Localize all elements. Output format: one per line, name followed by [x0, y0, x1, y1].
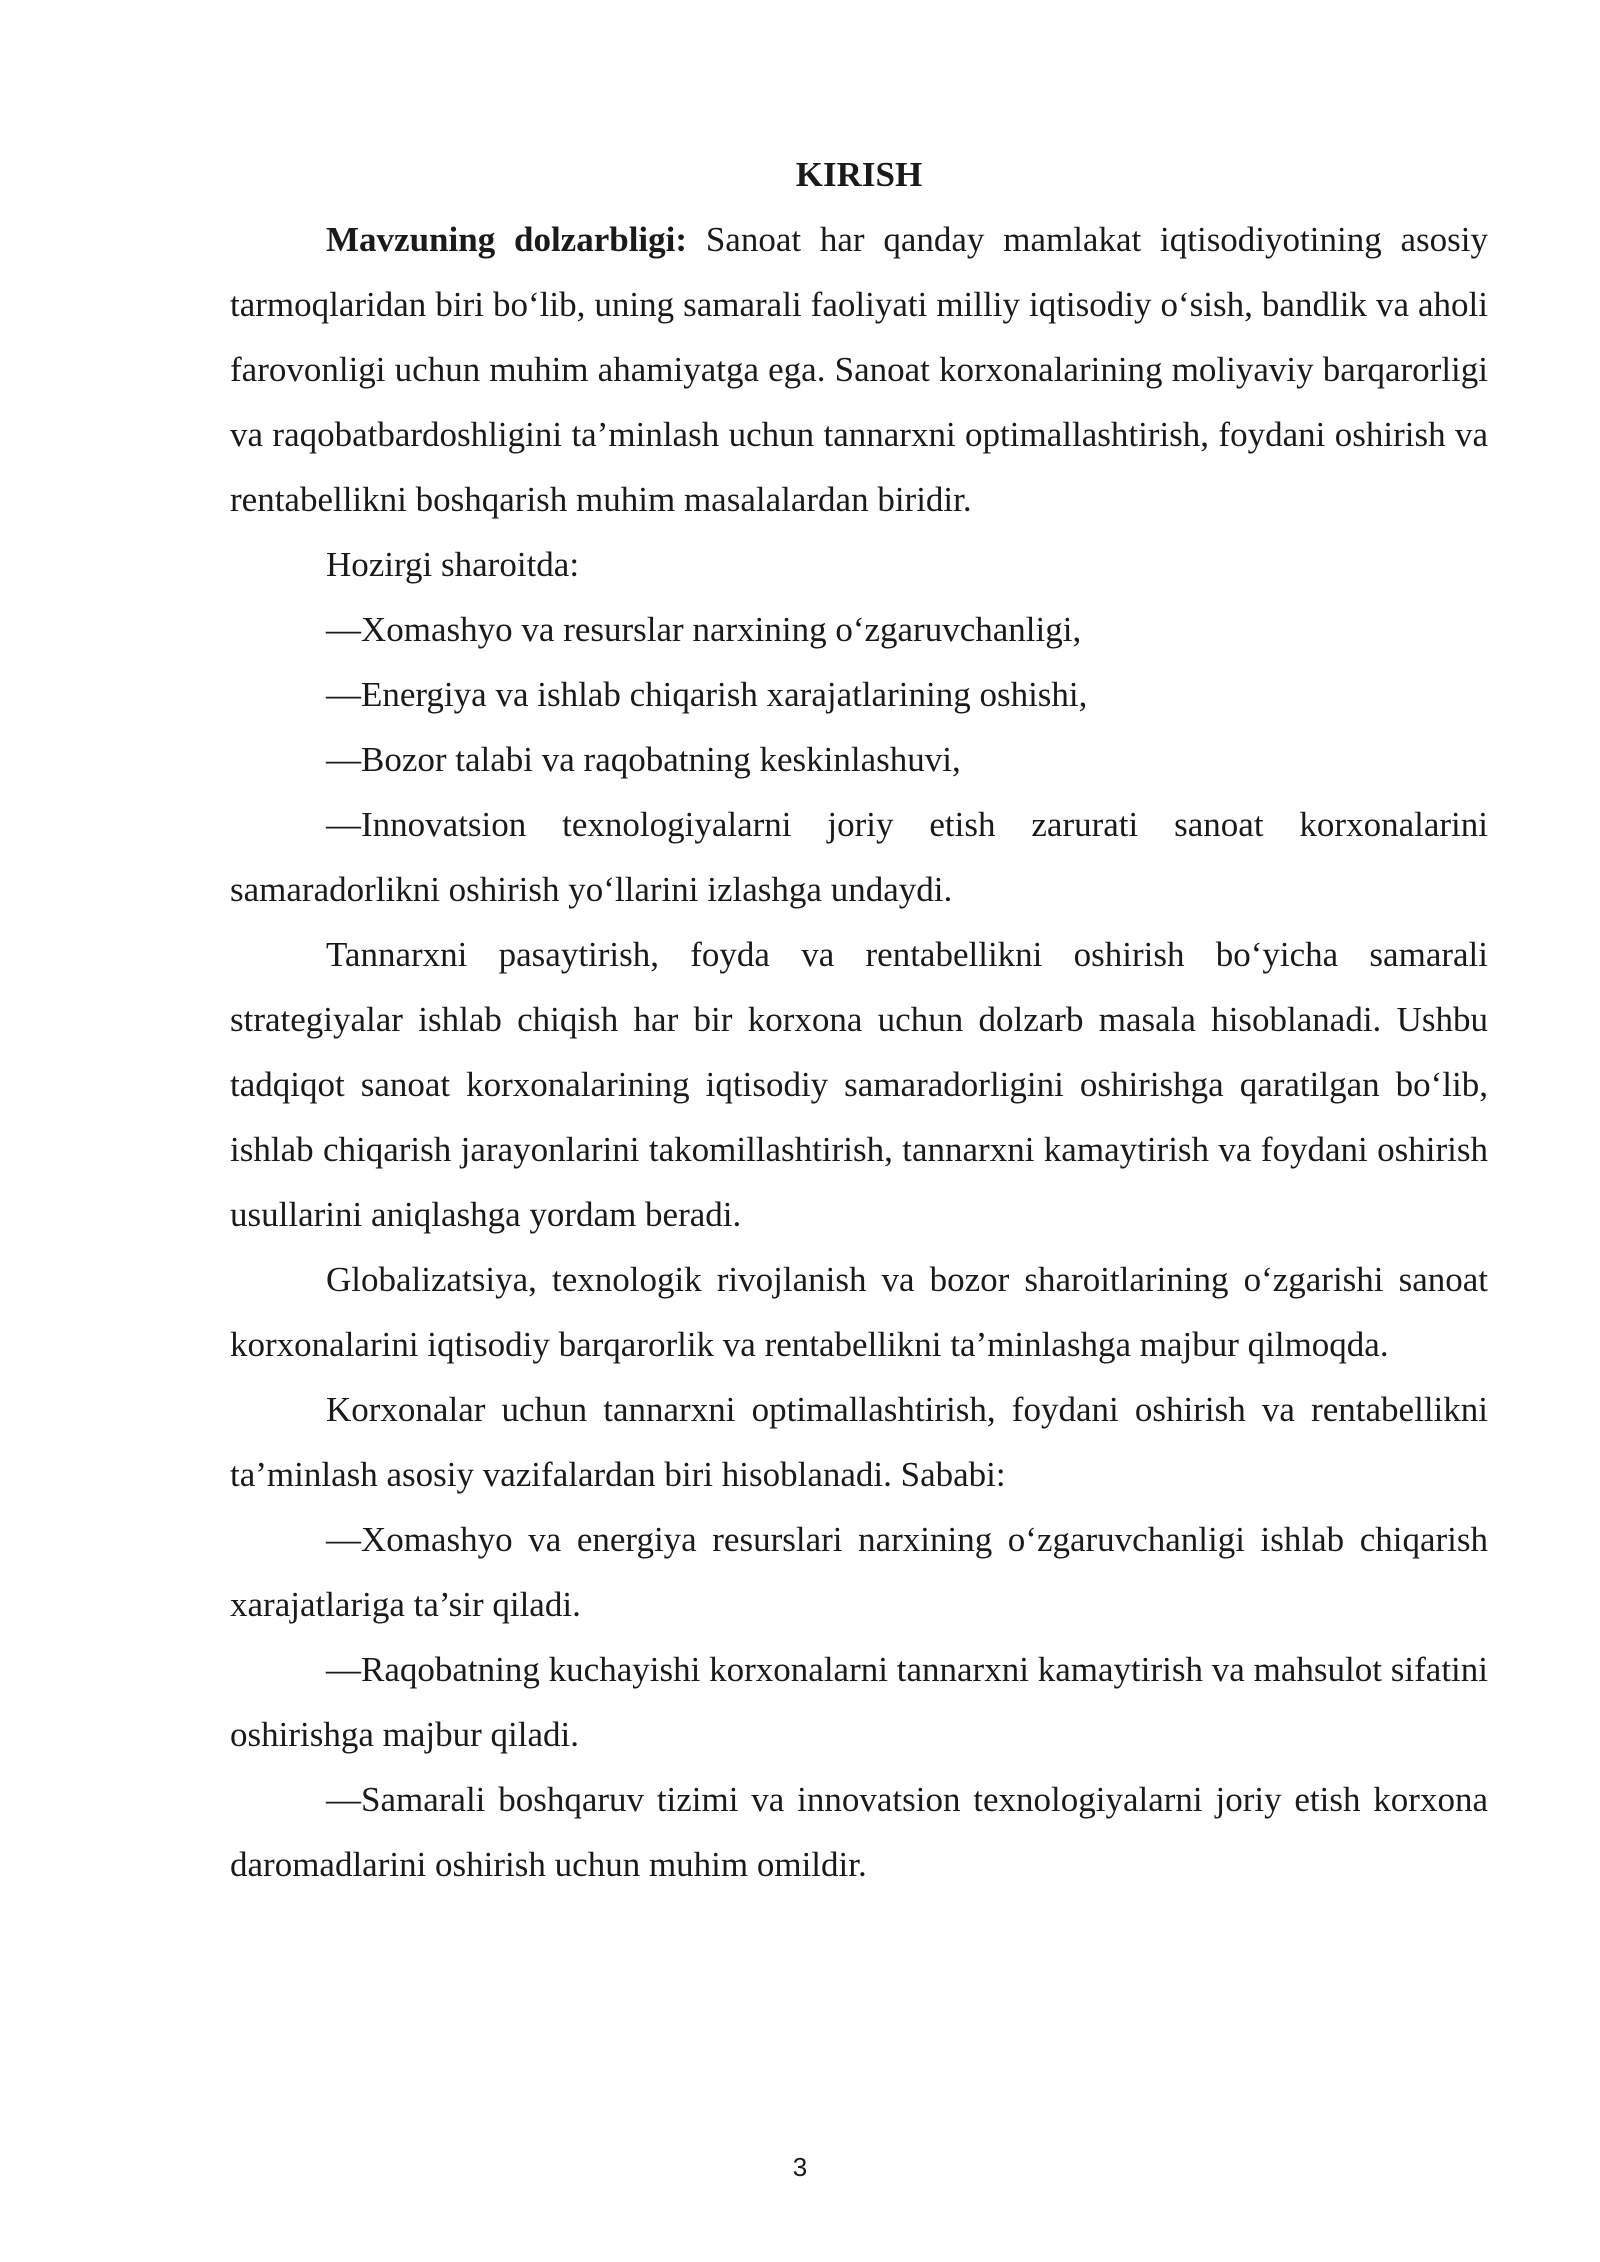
list-item-market-competition: —Bozor talabi va raqobatning keskinlashuvi,: [326, 740, 961, 779]
intro-paragraph: [230, 207, 1488, 532]
list-item-innovation: —Innovatsion texnologiyalarni joriy etish zarurati sanoat korxonalarini samaradorlikni oshirish yo‘llarini izlashga undaydi.: [230, 805, 1488, 909]
list-item-competition: —Raqobatning kuchayishi korxonalarni tannarxni kamaytirish va mahsulot sifatini oshirishga majbur qiladi.: [230, 1650, 1488, 1754]
list-item-energy-costs: —Energiya va ishlab chiqarish xarajatlarining oshishi,: [326, 675, 1088, 714]
page-body: [230, 142, 1488, 1897]
list-item-resource-prices: —Xomashyo va energiya resurslari narxining o‘zgaruvchanligi ishlab chiqarish xarajatlariga ta’sir qiladi.: [230, 1520, 1488, 1624]
intro-text: Sanoat har qanday mamlakat iqtisodiyotining asosiy tarmoqlaridan biri bo‘lib, uning samarali faoliyati milliy iqtisodiy o‘sish, bandlik va aholi farovonligi uchun muhim ahamiyatga ega. Sanoat korxonalarining moliyaviy barqarorligi va raqobatbardoshligini ta’minlash uchun tannarxni optimallashtirish, foydani oshirish va rentabellikni boshqarish muhim masalalardan biridir.: [230, 220, 1488, 519]
list-item-raw-material-prices: —Xomashyo va resurslar narxining o‘zgaruvchanligi,: [326, 610, 1082, 649]
paragraph-cost-reduction: Tannarxni pasaytirish, foyda va rentabellikni oshirish bo‘yicha samarali strategiyalar ishlab chiqish har bir korxona uchun dolzarb masala hisoblanadi. Ushbu tadqiqot sanoat korxonalarining iqtisodiy samaradorligini oshirishga qaratilgan bo‘lib, ishlab chiqarish jarayonlarini takomillashtirish, tannarxni kamaytirish va foydani oshirish usullarini aniqlashga yordam beradi.: [230, 935, 1488, 1234]
list-item-management: —Samarali boshqaruv tizimi va innovatsion texnologiyalarni joriy etish korxona daromadlarini oshirish uchun muhim omildir.: [230, 1780, 1488, 1884]
section-title: KIRISH: [795, 155, 923, 194]
intro-lead: Mavzuning dolzarbligi:: [326, 220, 688, 259]
paragraph-current-conditions: Hozirgi sharoitda:: [326, 545, 580, 584]
paragraph-globalization: Globalizatsiya, texnologik rivojlanish va bozor sharoitlarining o‘zgarishi sanoat korxonalarini iqtisodiy barqarorlik va rentabellikni ta’minlashga majbur qilmoqda.: [230, 1260, 1488, 1364]
paragraph-enterprise-tasks: Korxonalar uchun tannarxni optimallashtirish, foydani oshirish va rentabellikni ta’minlash asosiy vazifalardan biri hisoblanadi. Sababi:: [230, 1390, 1488, 1494]
page-number: 3: [792, 2152, 808, 2182]
